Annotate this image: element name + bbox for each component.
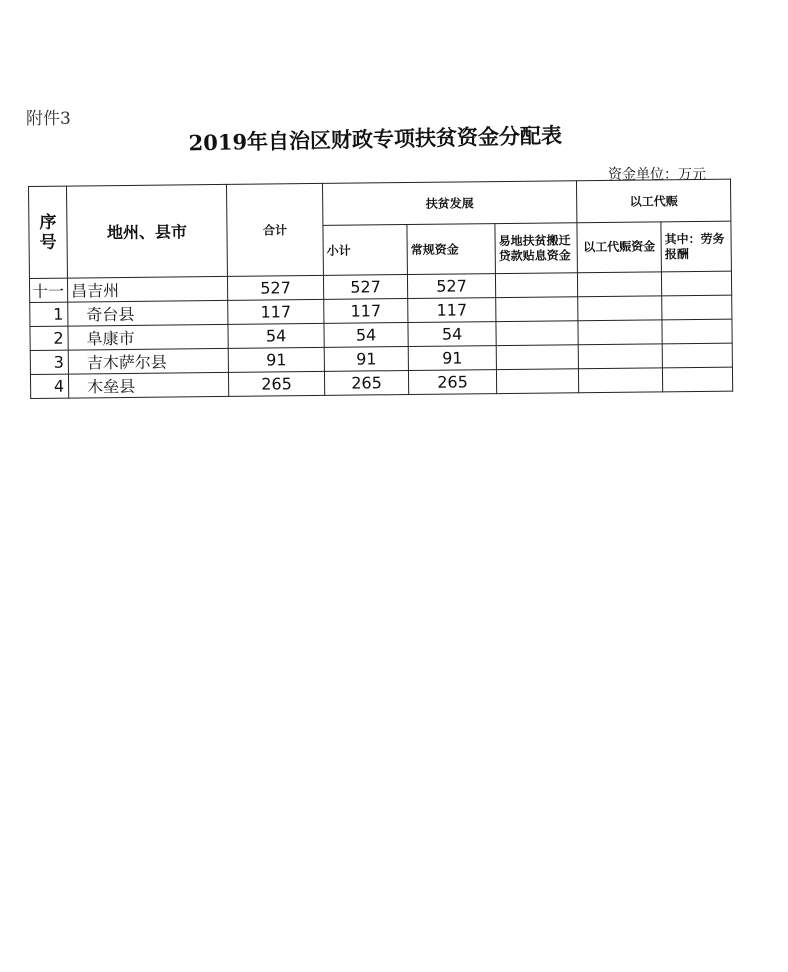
header-subtotal: 小计 <box>323 225 408 276</box>
row-relocation <box>495 273 577 298</box>
document-title: 2019年自治区财政专项扶贫资金分配表 <box>188 122 563 156</box>
allocation-table <box>28 179 733 399</box>
row-regular: 527 <box>407 274 495 299</box>
row-region: 吉木萨尔县 <box>68 348 228 374</box>
row-work-relief-funds <box>578 368 662 393</box>
row-seq: 3 <box>30 350 68 374</box>
row-subtotal: 117 <box>324 299 408 324</box>
row-seq: 2 <box>30 326 68 350</box>
row-total: 527 <box>227 275 323 300</box>
row-work-relief-funds <box>578 296 662 321</box>
header-seq: 序号 <box>29 186 68 278</box>
row-work-relief-funds <box>577 272 661 297</box>
row-regular: 91 <box>408 346 496 371</box>
row-labor-pay <box>662 295 732 320</box>
row-work-relief-funds <box>578 344 662 369</box>
row-relocation <box>496 369 578 394</box>
row-regular: 265 <box>408 370 496 395</box>
row-subtotal: 527 <box>323 275 407 300</box>
row-labor-pay <box>662 367 732 392</box>
attachment-label: 附件3 <box>26 109 71 129</box>
row-seq: 十一 <box>29 278 67 302</box>
header-total: 合计 <box>226 183 323 276</box>
unit-label: 资金单位：万元 <box>608 167 706 183</box>
row-relocation <box>496 345 578 370</box>
row-subtotal: 265 <box>324 371 408 396</box>
header-relocation-interest: 易地扶贫搬迁贷款贴息资金 <box>495 223 578 274</box>
row-subtotal: 91 <box>324 347 408 372</box>
row-subtotal: 54 <box>324 323 408 348</box>
row-labor-pay <box>662 343 732 368</box>
header-poverty-development: 扶贫发展 <box>322 181 576 226</box>
header-region: 地州、县市 <box>67 184 228 278</box>
row-seq: 4 <box>30 374 68 398</box>
row-total: 117 <box>228 299 324 324</box>
header-work-relief-funds: 以工代赈资金 <box>577 222 662 273</box>
row-regular: 54 <box>408 322 496 347</box>
row-total: 54 <box>228 323 324 348</box>
row-total: 91 <box>228 347 324 372</box>
header-labor-pay: 其中：劳务报酬 <box>661 221 732 272</box>
row-labor-pay <box>662 319 732 344</box>
row-seq: 1 <box>30 302 68 326</box>
row-relocation <box>496 297 578 322</box>
row-work-relief-funds <box>578 320 662 345</box>
row-regular: 117 <box>408 298 496 323</box>
row-relocation <box>496 321 578 346</box>
header-regular-funds: 常规资金 <box>407 224 496 275</box>
header-work-relief: 以工代赈 <box>577 179 731 223</box>
row-region: 奇台县 <box>68 300 228 326</box>
row-region: 阜康市 <box>68 324 228 350</box>
allocation-table-wrapper <box>28 179 732 399</box>
row-region: 昌吉州 <box>67 276 227 302</box>
row-labor-pay <box>661 271 731 296</box>
row-total: 265 <box>228 371 324 396</box>
row-region: 木垒县 <box>68 372 228 398</box>
